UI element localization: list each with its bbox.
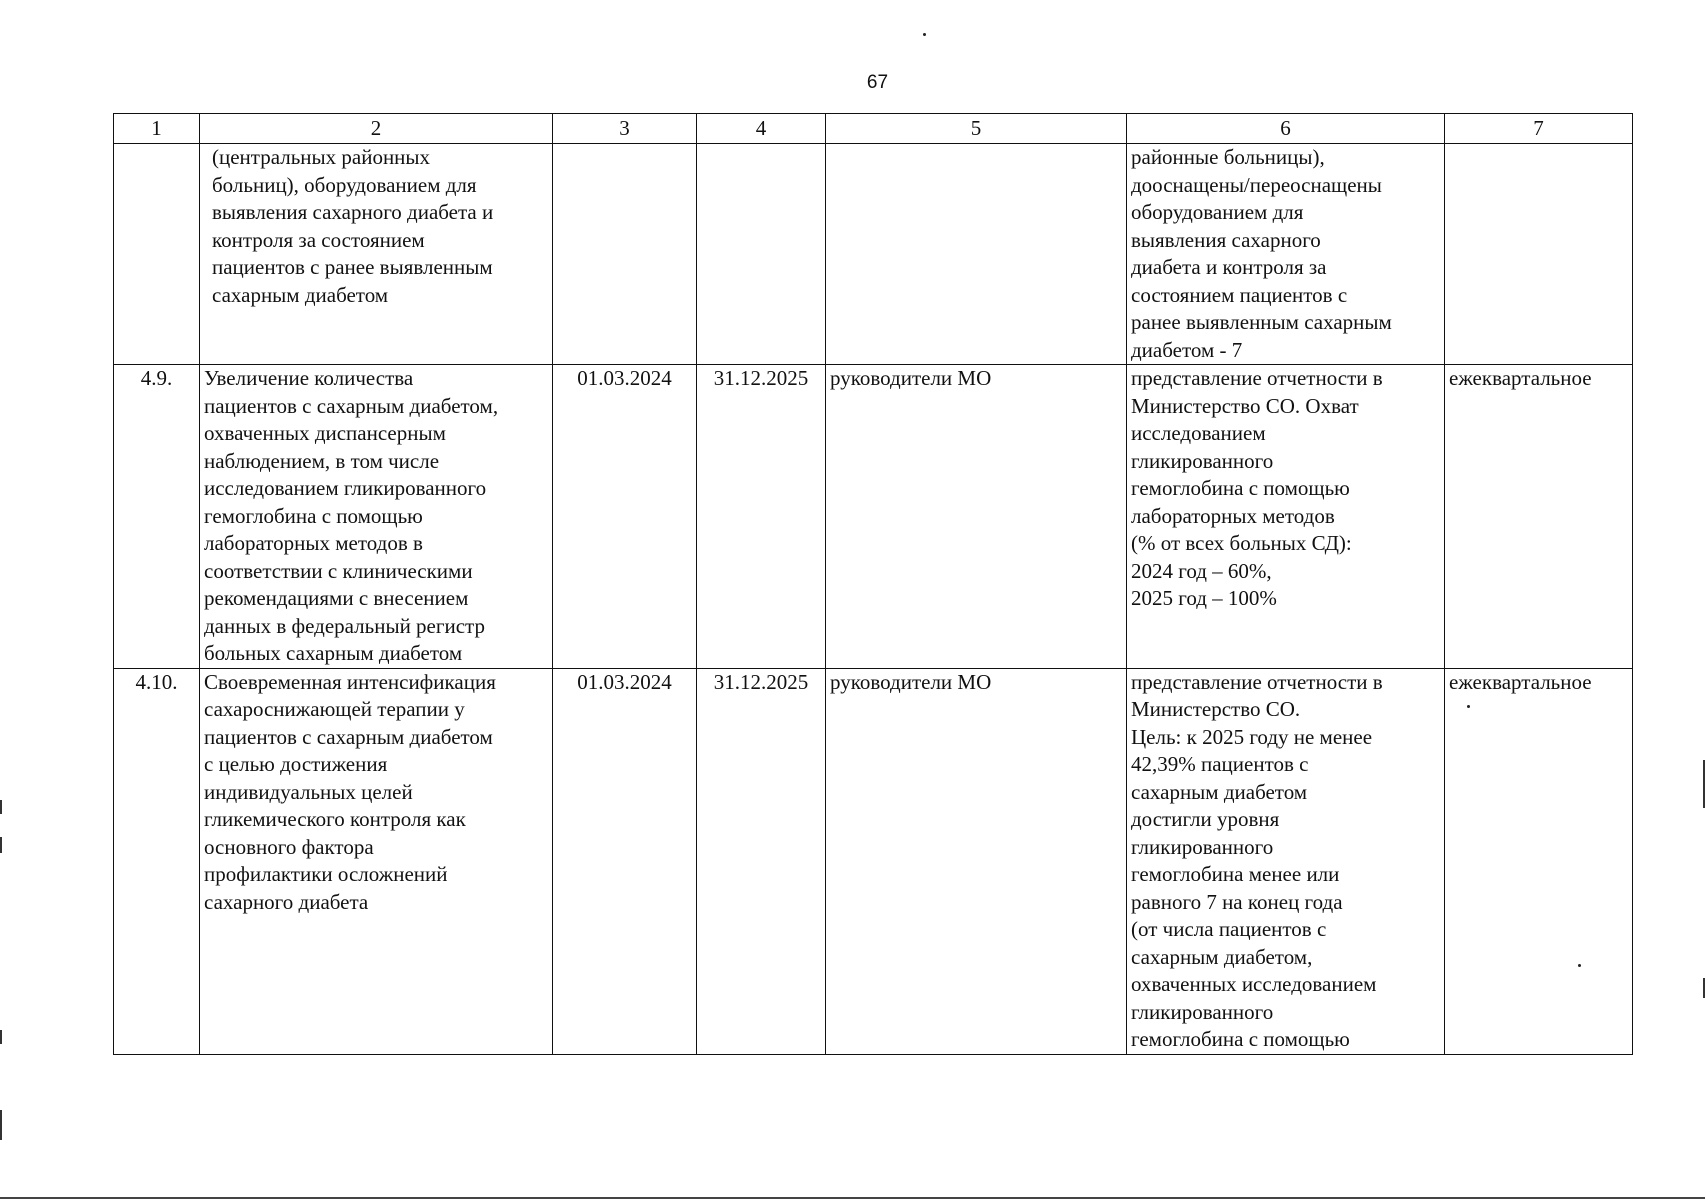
scan-edge-mark (0, 837, 2, 853)
cell-periodicity (1445, 144, 1633, 365)
cell-id: 4.9. (114, 365, 200, 669)
cell-id: 4.10. (114, 668, 200, 1054)
cell-responsible: руководители МО (826, 668, 1127, 1054)
table-row (114, 365, 1633, 669)
cell-end-date: 31.12.2025 (697, 668, 826, 1054)
header-cell-3: 3 (553, 114, 697, 144)
scan-edge-mark (0, 800, 2, 814)
header-cell-7: 7 (1445, 114, 1633, 144)
cell-responsible (826, 144, 1127, 365)
page-bottom-edge (0, 1197, 1705, 1199)
cell-id (114, 144, 200, 365)
cell-responsible: руководители МО (826, 365, 1127, 669)
cell-task: Своевременная интенсификация сахароснижающей терапии у пациентов с сахарным диабетом с целью достижения индивидуальных целей гликемического контроля как основного фактора профилактики осложнений сахарного диабета (200, 668, 553, 1054)
scan-speck (923, 33, 926, 36)
header-cell-5: 5 (826, 114, 1127, 144)
cell-result: представление отчетности в Министерство СО. Охват исследованием гликированного гемоглобина с помощью лабораторных методов (% от всех больных СД): 2024 год – 60%, 2025 год – 100% (1127, 365, 1445, 669)
scan-edge-mark (0, 1030, 2, 1044)
cell-end-date (697, 144, 826, 365)
header-cell-2: 2 (200, 114, 553, 144)
cell-start-date: 01.03.2024 (553, 365, 697, 669)
cell-start-date: 01.03.2024 (553, 668, 697, 1054)
cell-periodicity: ежеквартальное (1445, 668, 1633, 1054)
cell-task: (центральных районных больниц), оборудованием для выявления сахарного диабета и контроля за состоянием пациентов с ранее выявленным сахарным диабетом (200, 144, 553, 365)
scan-edge-mark (0, 1110, 2, 1140)
header-cell-4: 4 (697, 114, 826, 144)
header-cell-6: 6 (1127, 114, 1445, 144)
cell-periodicity: ежеквартальное (1445, 365, 1633, 669)
header-row (114, 114, 1633, 144)
cell-end-date: 31.12.2025 (697, 365, 826, 669)
table-row (114, 668, 1633, 1054)
action-plan-table (113, 113, 1633, 1055)
header-cell-1: 1 (114, 114, 200, 144)
cell-start-date (553, 144, 697, 365)
page-number: 67 (866, 72, 889, 93)
table-row (114, 144, 1633, 365)
cell-result: районные больницы), дооснащены/переоснащены оборудованием для выявления сахарного диабета и контроля за состоянием пациентов с ранее выявленным сахарным диабетом - 7 (1127, 144, 1445, 365)
cell-task: Увеличение количества пациентов с сахарным диабетом, охваченных диспансерным наблюдением, в том числе исследованием гликированного гемоглобина с помощью лабораторных методов в соответствии с клиническими рекомендациями с внесением данных в федеральный регистр больных сахарным диабетом (200, 365, 553, 669)
cell-result: представление отчетности в Министерство СО. Цель: к 2025 году не менее 42,39% пациентов с сахарным диабетом достигли уровня гликированного гемоглобина менее или равного 7 на конец года (от числа пациентов с сахарным диабетом, охваченных исследованием гликированного гемоглобина с помощью (1127, 668, 1445, 1054)
